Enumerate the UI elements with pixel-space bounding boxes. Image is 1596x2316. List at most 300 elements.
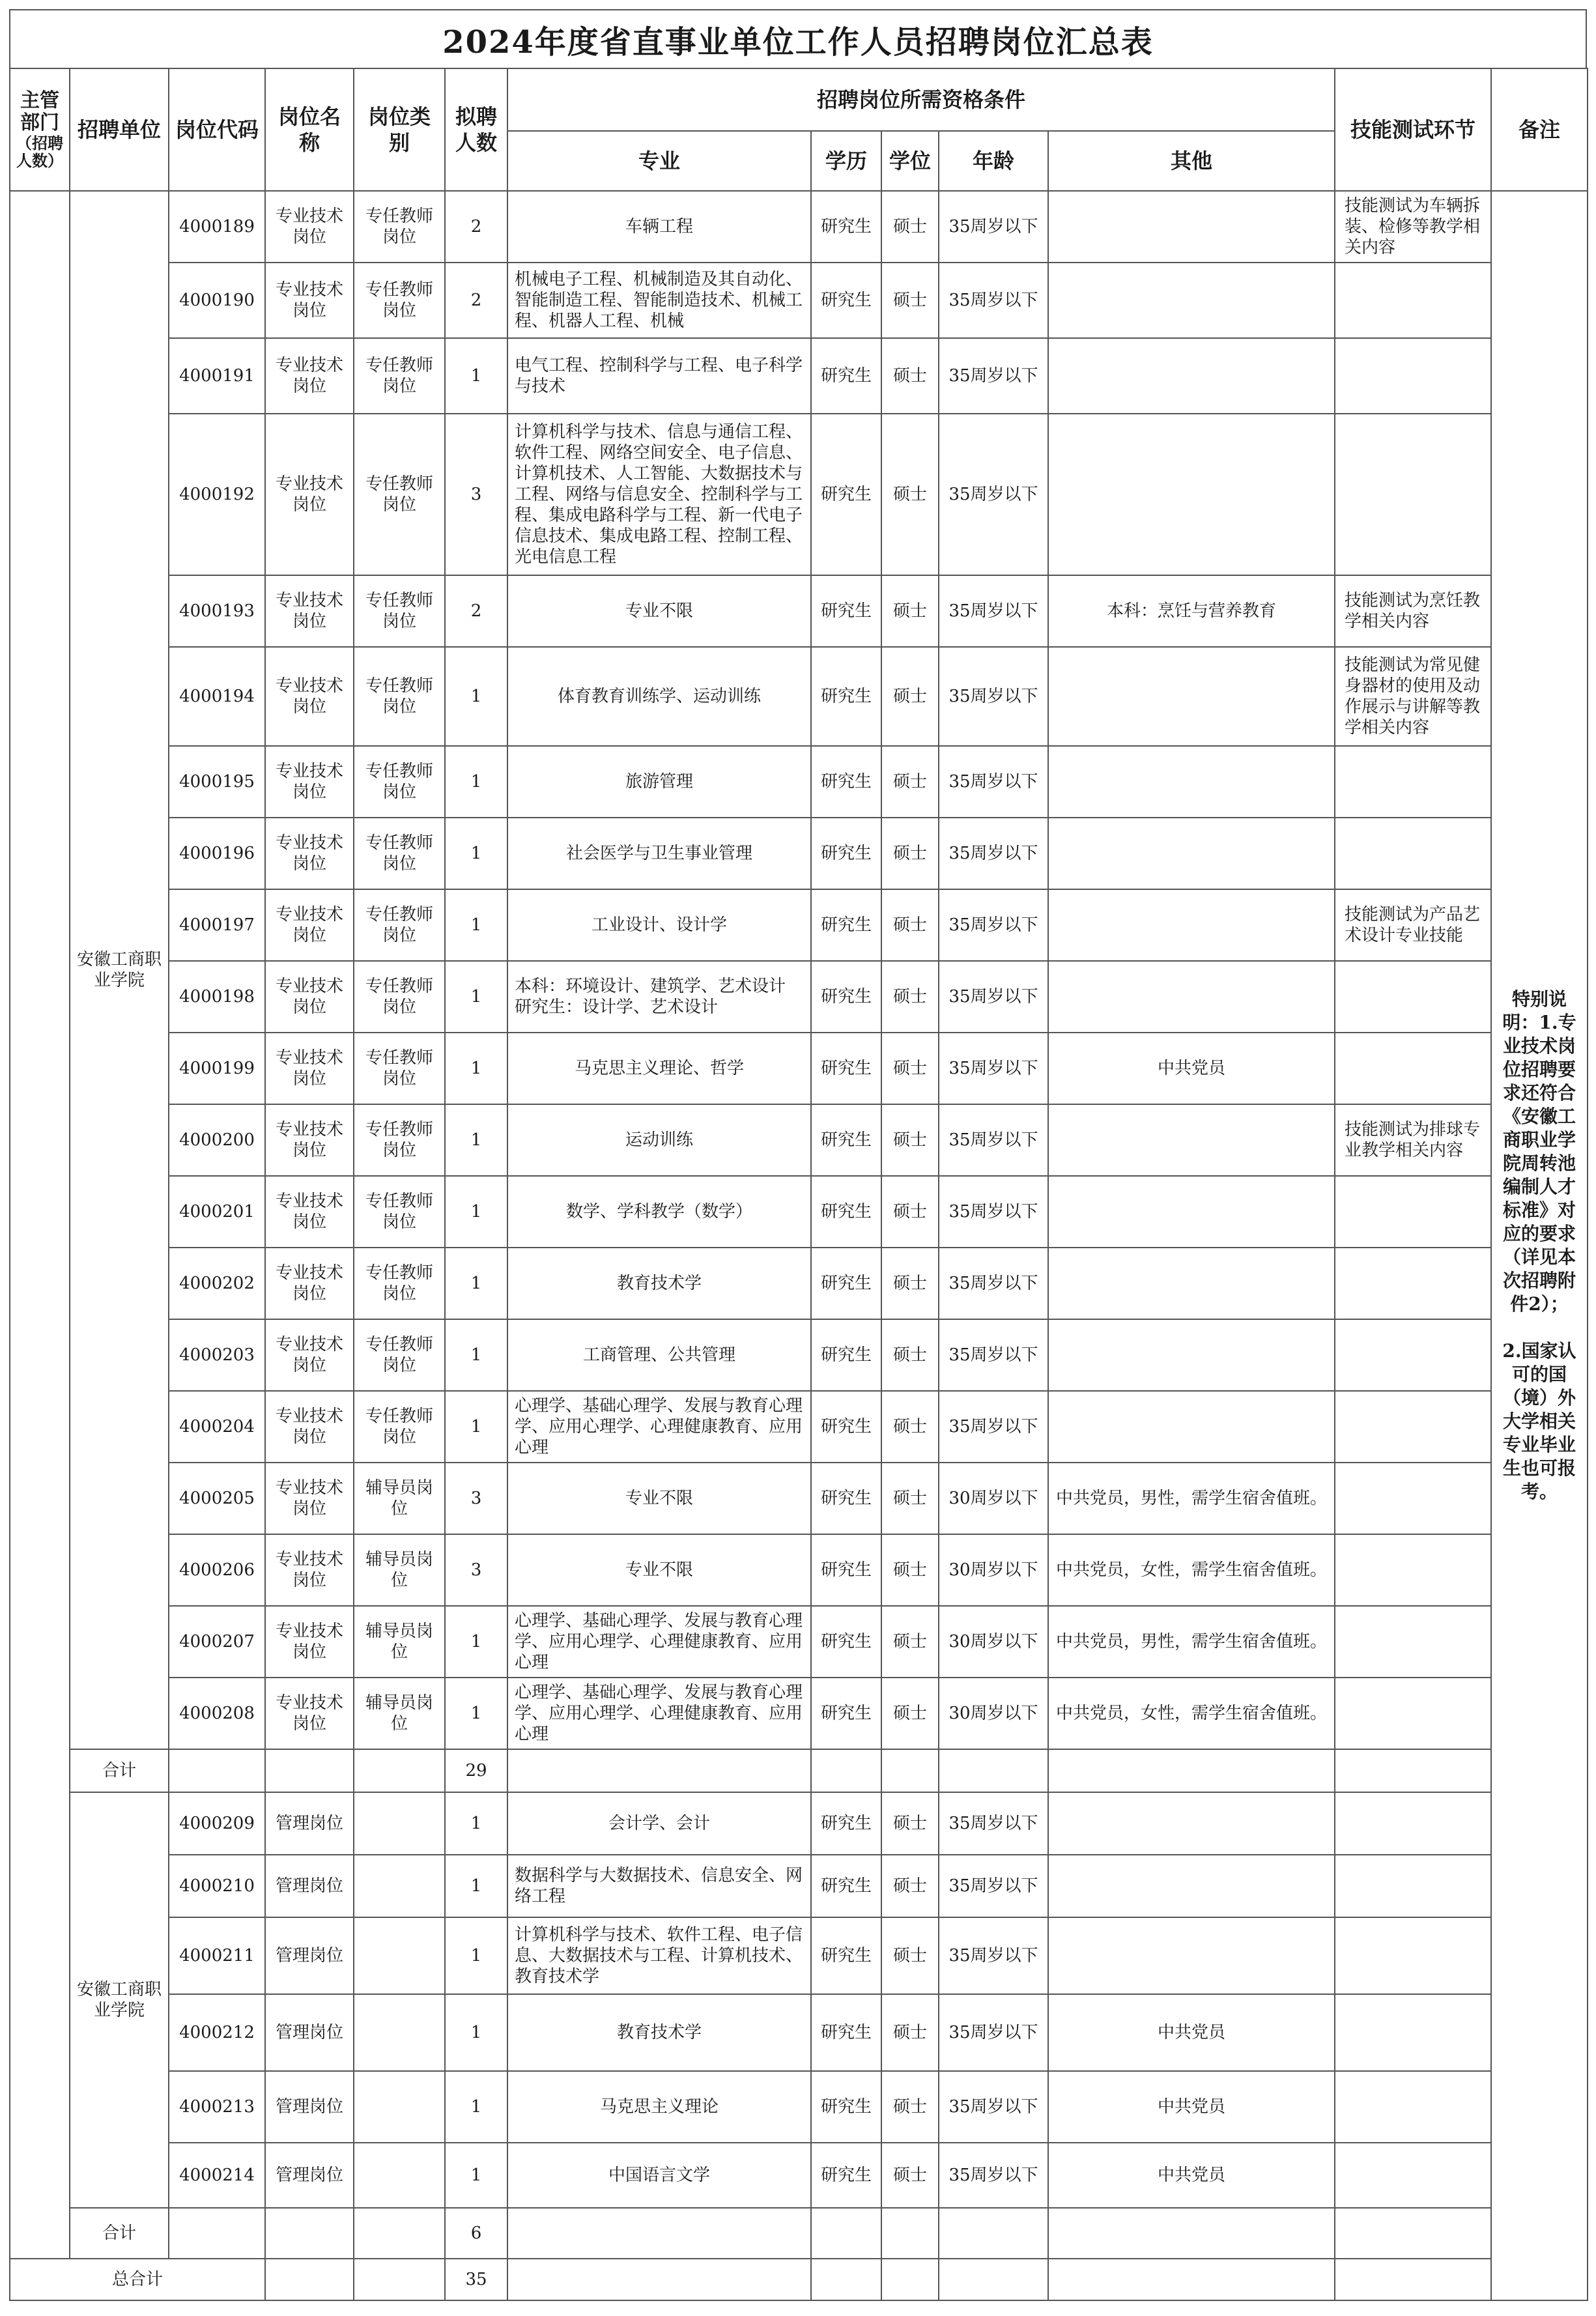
other-cell: 中共党员 (1048, 2143, 1335, 2208)
empty-cell (939, 2208, 1048, 2259)
table-row (10, 1248, 1588, 1319)
education-cell: 研究生 (811, 2143, 881, 2208)
header-count: 拟聘人数 (445, 68, 507, 191)
age-cell: 35周岁以下 (939, 191, 1048, 263)
education-cell: 研究生 (811, 1606, 881, 1678)
other-cell (1048, 889, 1335, 961)
skill-test-cell (1335, 1855, 1491, 1917)
header-qualifications: 招聘岗位所需资格条件 (507, 68, 1335, 131)
skill-test-cell (1335, 414, 1491, 575)
other-cell (1048, 647, 1335, 746)
education-cell: 研究生 (811, 263, 881, 338)
age-cell: 30周岁以下 (939, 1463, 1048, 1534)
skill-test-cell (1335, 1391, 1491, 1463)
other-cell (1048, 1391, 1335, 1463)
post-code: 4000193 (169, 575, 265, 647)
empty-cell (1335, 1749, 1491, 1792)
post-count: 1 (445, 889, 507, 961)
post-name: 专业技术岗位 (265, 414, 354, 575)
degree-cell: 硕士 (881, 1463, 939, 1534)
major-cell: 数学、学科教学（数学） (507, 1176, 811, 1248)
post-name: 管理岗位 (265, 1994, 354, 2071)
post-name: 专业技术岗位 (265, 647, 354, 746)
header-education: 学历 (811, 131, 881, 191)
table-row (10, 191, 1588, 263)
other-cell (1048, 1792, 1335, 1855)
other-cell (1048, 414, 1335, 575)
empty-cell (881, 2259, 939, 2300)
skill-test-cell (1335, 263, 1491, 338)
other-cell: 中共党员 (1048, 1994, 1335, 2071)
empty-cell (1048, 2259, 1335, 2300)
education-cell: 研究生 (811, 961, 881, 1033)
education-cell: 研究生 (811, 1391, 881, 1463)
post-code: 4000195 (169, 746, 265, 818)
empty-cell (507, 2259, 811, 2300)
remarks-cell: 特别说明：1.专业技术岗位招聘要求还符合《安徽工商职业学院周转池编制人才标准》对应的要求（详见本次招聘附件2）； 2.国家认可的国（境）外大学相关专业毕业生也可报考。 (1491, 191, 1588, 2300)
other-cell (1048, 1104, 1335, 1176)
major-cell: 中国语言文学 (507, 2143, 811, 2208)
post-name: 专业技术岗位 (265, 818, 354, 889)
post-count: 1 (445, 1248, 507, 1319)
post-code: 4000205 (169, 1463, 265, 1534)
major-cell: 专业不限 (507, 1534, 811, 1606)
post-count: 1 (445, 1792, 507, 1855)
post-type: 专任教师岗位 (354, 1391, 445, 1463)
table-row (10, 1033, 1588, 1104)
age-cell: 35周岁以下 (939, 1033, 1048, 1104)
dept-cell (10, 191, 70, 2259)
post-type (354, 1994, 445, 2071)
empty-cell (881, 2208, 939, 2259)
other-cell (1048, 338, 1335, 414)
empty-cell (354, 1749, 445, 1792)
age-cell: 35周岁以下 (939, 1104, 1048, 1176)
post-name: 专业技术岗位 (265, 1391, 354, 1463)
post-count: 1 (445, 1678, 507, 1749)
empty-cell (1335, 2208, 1491, 2259)
post-code: 4000211 (169, 1917, 265, 1994)
education-cell: 研究生 (811, 1534, 881, 1606)
age-cell: 35周岁以下 (939, 818, 1048, 889)
grand-total-row (10, 2259, 1588, 2300)
table-row (10, 961, 1588, 1033)
post-count: 1 (445, 1606, 507, 1678)
table-row (10, 2071, 1588, 2143)
other-cell (1048, 1917, 1335, 1994)
post-name: 专业技术岗位 (265, 263, 354, 338)
post-type: 专任教师岗位 (354, 1104, 445, 1176)
age-cell: 35周岁以下 (939, 2143, 1048, 2208)
major-cell: 马克思主义理论 (507, 2071, 811, 2143)
degree-cell: 硕士 (881, 746, 939, 818)
major-cell: 教育技术学 (507, 1994, 811, 2071)
post-count: 1 (445, 2143, 507, 2208)
degree-cell: 硕士 (881, 647, 939, 746)
education-cell: 研究生 (811, 746, 881, 818)
age-cell: 30周岁以下 (939, 1606, 1048, 1678)
post-count: 1 (445, 1994, 507, 2071)
post-name: 专业技术岗位 (265, 1678, 354, 1749)
subtotal-label: 合计 (70, 2208, 169, 2259)
post-type: 专任教师岗位 (354, 1248, 445, 1319)
post-count: 1 (445, 746, 507, 818)
post-name: 专业技术岗位 (265, 961, 354, 1033)
major-cell: 会计学、会计 (507, 1792, 811, 1855)
post-code: 4000214 (169, 2143, 265, 2208)
post-name: 管理岗位 (265, 2143, 354, 2208)
empty-cell (811, 1749, 881, 1792)
post-name: 专业技术岗位 (265, 191, 354, 263)
post-code: 4000207 (169, 1606, 265, 1678)
post-code: 4000206 (169, 1534, 265, 1606)
post-count: 1 (445, 961, 507, 1033)
header-age: 年龄 (939, 131, 1048, 191)
post-type: 辅导员岗位 (354, 1463, 445, 1534)
degree-cell: 硕士 (881, 1033, 939, 1104)
table-row (10, 1994, 1588, 2071)
header-remarks: 备注 (1491, 68, 1588, 191)
degree-cell: 硕士 (881, 1917, 939, 1994)
skill-test-cell: 技能测试为烹饪教学相关内容 (1335, 575, 1491, 647)
empty-cell (507, 2208, 811, 2259)
major-cell: 车辆工程 (507, 191, 811, 263)
age-cell: 35周岁以下 (939, 1176, 1048, 1248)
post-name: 管理岗位 (265, 2071, 354, 2143)
empty-cell (265, 2259, 354, 2300)
header-unit: 招聘单位 (70, 68, 169, 191)
age-cell: 35周岁以下 (939, 1319, 1048, 1391)
post-type: 专任教师岗位 (354, 818, 445, 889)
post-code: 4000192 (169, 414, 265, 575)
education-cell: 研究生 (811, 1994, 881, 2071)
post-count: 2 (445, 263, 507, 338)
header-code: 岗位代码 (169, 68, 265, 191)
post-code: 4000197 (169, 889, 265, 961)
post-code: 4000202 (169, 1248, 265, 1319)
degree-cell: 硕士 (881, 191, 939, 263)
post-name: 专业技术岗位 (265, 1534, 354, 1606)
skill-test-cell (1335, 2143, 1491, 2208)
post-type: 专任教师岗位 (354, 1176, 445, 1248)
education-cell: 研究生 (811, 1176, 881, 1248)
post-type: 辅导员岗位 (354, 1534, 445, 1606)
age-cell: 35周岁以下 (939, 575, 1048, 647)
post-count: 1 (445, 818, 507, 889)
degree-cell: 硕士 (881, 1248, 939, 1319)
table-row (10, 1104, 1588, 1176)
education-cell: 研究生 (811, 338, 881, 414)
post-count: 1 (445, 1855, 507, 1917)
degree-cell: 硕士 (881, 1176, 939, 1248)
empty-cell (1048, 2208, 1335, 2259)
post-name: 专业技术岗位 (265, 889, 354, 961)
degree-cell: 硕士 (881, 414, 939, 575)
post-count: 1 (445, 1104, 507, 1176)
post-count: 2 (445, 191, 507, 263)
empty-cell (939, 1749, 1048, 1792)
post-name: 专业技术岗位 (265, 575, 354, 647)
age-cell: 35周岁以下 (939, 263, 1048, 338)
header-post-name: 岗位名称 (265, 68, 354, 191)
skill-test-cell (1335, 1534, 1491, 1606)
header-degree: 学位 (881, 131, 939, 191)
degree-cell: 硕士 (881, 2071, 939, 2143)
post-count: 1 (445, 2071, 507, 2143)
degree-cell: 硕士 (881, 575, 939, 647)
post-code: 4000190 (169, 263, 265, 338)
skill-test-cell (1335, 1033, 1491, 1104)
post-count: 3 (445, 1534, 507, 1606)
other-cell (1048, 191, 1335, 263)
age-cell: 35周岁以下 (939, 961, 1048, 1033)
degree-cell: 硕士 (881, 818, 939, 889)
empty-cell (354, 2208, 445, 2259)
table-row (10, 2143, 1588, 2208)
unit-cell: 安徽工商职业学院 (70, 1792, 169, 2208)
degree-cell: 硕士 (881, 1534, 939, 1606)
recruitment-summary-sheet (9, 9, 1587, 2301)
subtotal-value: 29 (445, 1749, 507, 1792)
table-row (10, 889, 1588, 961)
other-cell: 中共党员，女性，需学生宿舍值班。 (1048, 1678, 1335, 1749)
other-cell (1048, 1248, 1335, 1319)
post-type: 专任教师岗位 (354, 647, 445, 746)
positions-table (9, 68, 1588, 2301)
post-type: 专任教师岗位 (354, 889, 445, 961)
major-cell: 社会医学与卫生事业管理 (507, 818, 811, 889)
table-row (10, 1855, 1588, 1917)
education-cell: 研究生 (811, 1792, 881, 1855)
degree-cell: 硕士 (881, 2143, 939, 2208)
major-cell: 心理学、基础心理学、发展与教育心理学、应用心理学、心理健康教育、应用心理 (507, 1678, 811, 1749)
table-row (10, 1534, 1588, 1606)
skill-test-cell (1335, 2071, 1491, 2143)
major-cell: 工商管理、公共管理 (507, 1319, 811, 1391)
post-count: 1 (445, 1176, 507, 1248)
education-cell: 研究生 (811, 647, 881, 746)
post-count: 3 (445, 1463, 507, 1534)
skill-test-cell (1335, 1463, 1491, 1534)
degree-cell: 硕士 (881, 1319, 939, 1391)
subtotal-value: 6 (445, 2208, 507, 2259)
empty-cell (811, 2208, 881, 2259)
post-type: 专任教师岗位 (354, 338, 445, 414)
table-row (10, 647, 1588, 746)
age-cell: 35周岁以下 (939, 2071, 1048, 2143)
skill-test-cell (1335, 1917, 1491, 1994)
education-cell: 研究生 (811, 1104, 881, 1176)
skill-test-cell: 技能测试为产品艺术设计专业技能 (1335, 889, 1491, 961)
major-cell: 心理学、基础心理学、发展与教育心理学、应用心理学、心理健康教育、应用心理 (507, 1606, 811, 1678)
education-cell: 研究生 (811, 191, 881, 263)
post-count: 1 (445, 647, 507, 746)
post-count: 3 (445, 414, 507, 575)
post-count: 1 (445, 1391, 507, 1463)
post-code: 4000191 (169, 338, 265, 414)
major-cell: 体育教育训练学、运动训练 (507, 647, 811, 746)
post-name: 专业技术岗位 (265, 1248, 354, 1319)
education-cell: 研究生 (811, 1319, 881, 1391)
post-type: 专任教师岗位 (354, 1319, 445, 1391)
education-cell: 研究生 (811, 818, 881, 889)
major-cell: 本科：环境设计、建筑学、艺术设计 研究生：设计学、艺术设计 (507, 961, 811, 1033)
table-row (10, 1606, 1588, 1678)
post-name: 专业技术岗位 (265, 338, 354, 414)
page-title: 2024年度省直事业单位工作人员招聘岗位汇总表 (9, 9, 1587, 68)
degree-cell: 硕士 (881, 889, 939, 961)
post-code: 4000212 (169, 1994, 265, 2071)
age-cell: 35周岁以下 (939, 1917, 1048, 1994)
post-type: 专任教师岗位 (354, 1033, 445, 1104)
empty-cell (169, 2208, 265, 2259)
table-row (10, 338, 1588, 414)
table-row (10, 746, 1588, 818)
other-cell (1048, 961, 1335, 1033)
post-code: 4000203 (169, 1319, 265, 1391)
skill-test-cell: 技能测试为排球专业教学相关内容 (1335, 1104, 1491, 1176)
post-code: 4000209 (169, 1792, 265, 1855)
post-name: 专业技术岗位 (265, 1319, 354, 1391)
skill-test-cell (1335, 1248, 1491, 1319)
major-cell: 马克思主义理论、哲学 (507, 1033, 811, 1104)
post-code: 4000204 (169, 1391, 265, 1463)
major-cell: 旅游管理 (507, 746, 811, 818)
empty-cell (939, 2259, 1048, 2300)
post-code: 4000198 (169, 961, 265, 1033)
other-cell: 本科：烹饪与营养教育 (1048, 575, 1335, 647)
subtotal-row (10, 1749, 1588, 1792)
post-type (354, 1792, 445, 1855)
table-row (10, 1678, 1588, 1749)
empty-cell (265, 2208, 354, 2259)
post-name: 专业技术岗位 (265, 746, 354, 818)
post-code: 4000201 (169, 1176, 265, 1248)
major-cell: 计算机科学与技术、软件工程、电子信息、大数据技术与工程、计算机技术、教育技术学 (507, 1917, 811, 1994)
header-dept: 主管部门 （招聘人数） (10, 68, 70, 191)
major-cell: 心理学、基础心理学、发展与教育心理学、应用心理学、心理健康教育、应用心理 (507, 1391, 811, 1463)
age-cell: 35周岁以下 (939, 746, 1048, 818)
table-row (10, 1917, 1588, 1994)
degree-cell: 硕士 (881, 1678, 939, 1749)
table-row (10, 818, 1588, 889)
major-cell: 工业设计、设计学 (507, 889, 811, 961)
post-type: 辅导员岗位 (354, 1606, 445, 1678)
age-cell: 35周岁以下 (939, 414, 1048, 575)
post-type: 专任教师岗位 (354, 961, 445, 1033)
other-cell: 中共党员 (1048, 2071, 1335, 2143)
education-cell: 研究生 (811, 1248, 881, 1319)
empty-cell (354, 2259, 445, 2300)
post-name: 专业技术岗位 (265, 1033, 354, 1104)
degree-cell: 硕士 (881, 961, 939, 1033)
skill-test-cell (1335, 961, 1491, 1033)
table-row (10, 1463, 1588, 1534)
education-cell: 研究生 (811, 1463, 881, 1534)
post-count: 1 (445, 1319, 507, 1391)
table-row (10, 263, 1588, 338)
post-count: 1 (445, 1033, 507, 1104)
skill-test-cell (1335, 1319, 1491, 1391)
degree-cell: 硕士 (881, 1391, 939, 1463)
skill-test-cell (1335, 338, 1491, 414)
post-type: 专任教师岗位 (354, 191, 445, 263)
degree-cell: 硕士 (881, 1792, 939, 1855)
post-type: 专任教师岗位 (354, 746, 445, 818)
post-code: 4000208 (169, 1678, 265, 1749)
header-post-type: 岗位类别 (354, 68, 445, 191)
empty-cell (1048, 1749, 1335, 1792)
skill-test-cell (1335, 1678, 1491, 1749)
education-cell: 研究生 (811, 1855, 881, 1917)
age-cell: 35周岁以下 (939, 1248, 1048, 1319)
subtotal-label: 合计 (70, 1749, 169, 1792)
post-name: 专业技术岗位 (265, 1463, 354, 1534)
post-type (354, 2071, 445, 2143)
age-cell: 30周岁以下 (939, 1534, 1048, 1606)
empty-cell (507, 1749, 811, 1792)
post-code: 4000210 (169, 1855, 265, 1917)
major-cell: 教育技术学 (507, 1248, 811, 1319)
post-code: 4000194 (169, 647, 265, 746)
post-type: 专任教师岗位 (354, 414, 445, 575)
major-cell: 专业不限 (507, 1463, 811, 1534)
major-cell: 专业不限 (507, 575, 811, 647)
post-type (354, 1917, 445, 1994)
post-count: 1 (445, 338, 507, 414)
other-cell: 中共党员 (1048, 1033, 1335, 1104)
age-cell: 35周岁以下 (939, 338, 1048, 414)
skill-test-cell (1335, 1792, 1491, 1855)
empty-cell (1335, 2259, 1491, 2300)
degree-cell: 硕士 (881, 1606, 939, 1678)
other-cell: 中共党员，男性，需学生宿舍值班。 (1048, 1463, 1335, 1534)
degree-cell: 硕士 (881, 1104, 939, 1176)
age-cell: 35周岁以下 (939, 1391, 1048, 1463)
other-cell (1048, 1855, 1335, 1917)
age-cell: 35周岁以下 (939, 1994, 1048, 2071)
post-type: 专任教师岗位 (354, 263, 445, 338)
post-code: 4000189 (169, 191, 265, 263)
post-name: 专业技术岗位 (265, 1104, 354, 1176)
skill-test-cell: 技能测试为车辆拆装、检修等教学相关内容 (1335, 191, 1491, 263)
major-cell: 机械电子工程、机械制造及其自动化、智能制造工程、智能制造技术、机械工程、机器人工程、机械 (507, 263, 811, 338)
post-name: 专业技术岗位 (265, 1176, 354, 1248)
age-cell: 35周岁以下 (939, 647, 1048, 746)
education-cell: 研究生 (811, 1917, 881, 1994)
skill-test-cell (1335, 818, 1491, 889)
post-count: 1 (445, 1917, 507, 1994)
post-code: 4000199 (169, 1033, 265, 1104)
age-cell: 35周岁以下 (939, 1792, 1048, 1855)
post-code: 4000213 (169, 2071, 265, 2143)
skill-test-cell (1335, 1994, 1491, 2071)
other-cell (1048, 1319, 1335, 1391)
table-row (10, 1391, 1588, 1463)
other-cell: 中共党员，女性，需学生宿舍值班。 (1048, 1534, 1335, 1606)
age-cell: 30周岁以下 (939, 1678, 1048, 1749)
header-major: 专业 (507, 131, 811, 191)
empty-cell (169, 1749, 265, 1792)
post-name: 管理岗位 (265, 1855, 354, 1917)
empty-cell (265, 1749, 354, 1792)
age-cell: 35周岁以下 (939, 1855, 1048, 1917)
table-row (10, 1176, 1588, 1248)
skill-test-cell (1335, 746, 1491, 818)
major-cell: 计算机科学与技术、信息与通信工程、软件工程、网络空间安全、电子信息、计算机技术、人工智能、大数据技术与工程、网络与信息安全、控制科学与工程、集成电路科学与工程、新一代电子信息技术、集成电路工程、控制工程、光电信息工程 (507, 414, 811, 575)
education-cell: 研究生 (811, 2071, 881, 2143)
empty-cell (881, 1749, 939, 1792)
